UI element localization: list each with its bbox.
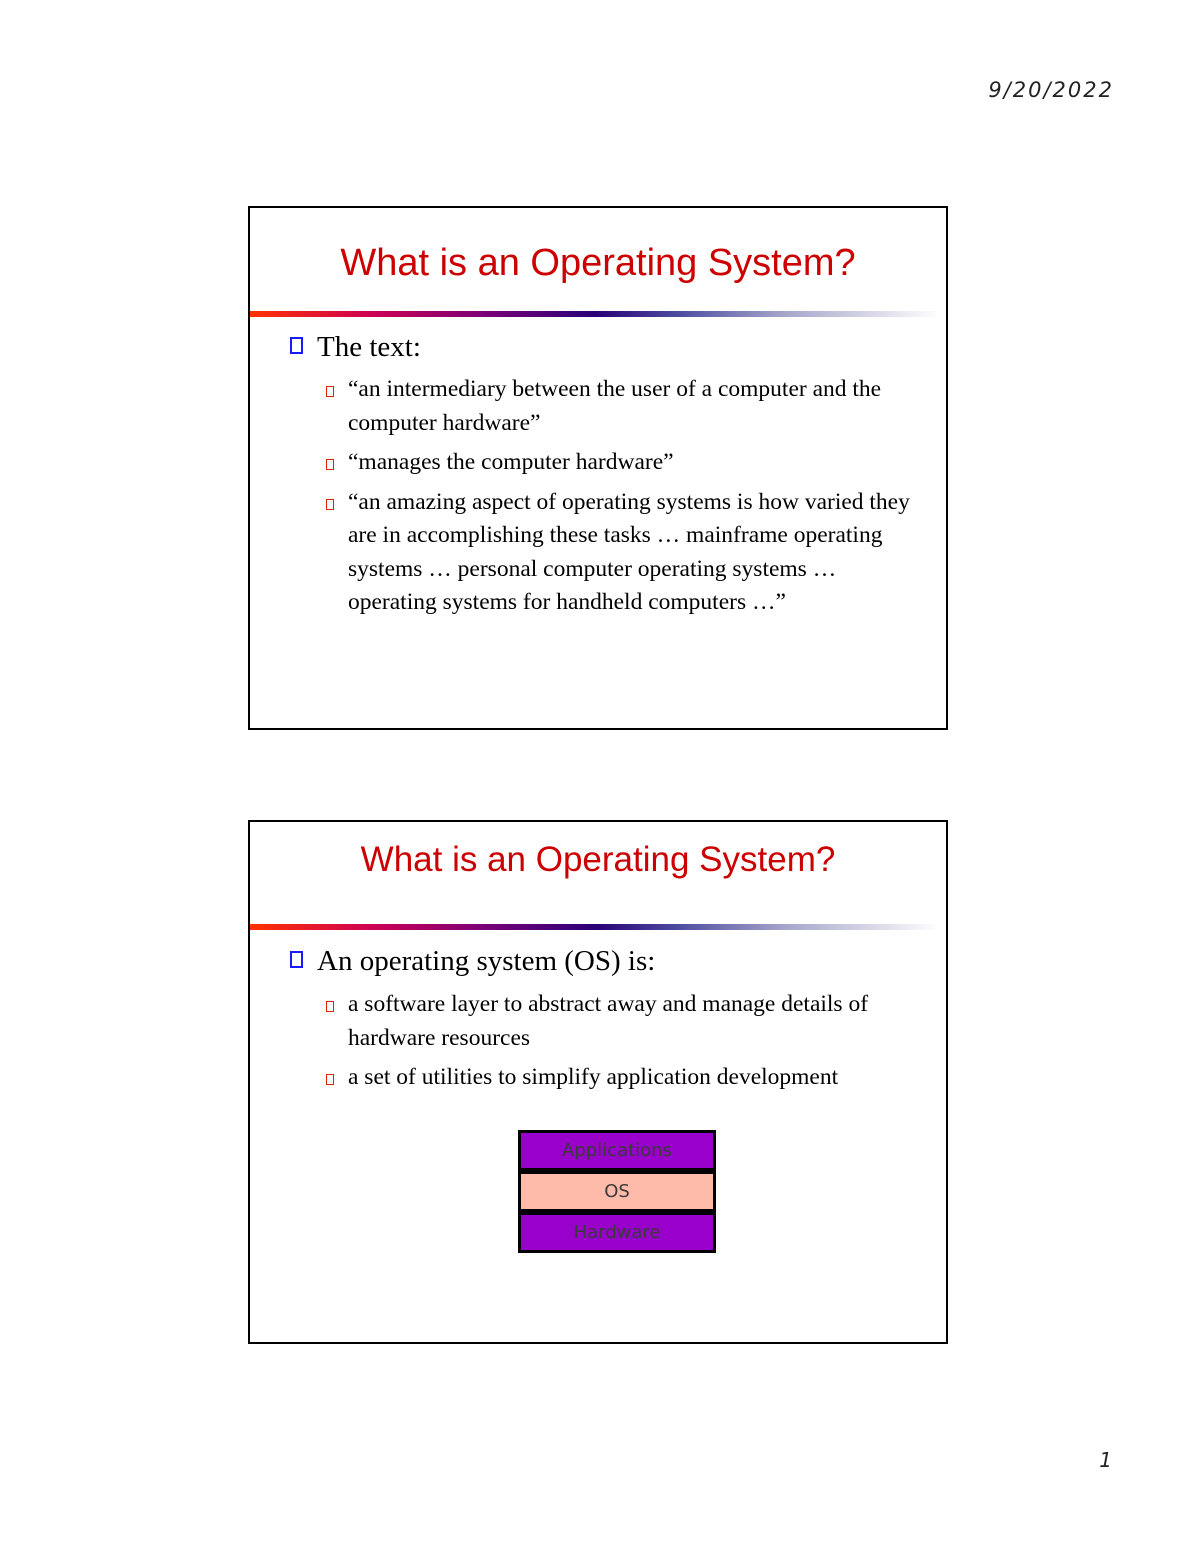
list-item <box>326 988 926 1055</box>
sub-bullet-list <box>326 373 926 626</box>
bullet-level-1 <box>290 330 421 364</box>
title-gradient-rule <box>250 924 940 930</box>
slide-title: What is an Operating System? <box>340 242 856 284</box>
square-bullet-icon <box>326 386 334 397</box>
layer-applications: Applications <box>518 1130 716 1171</box>
list-item <box>326 446 926 480</box>
list-item <box>326 1061 926 1095</box>
os-layer-diagram <box>518 1130 716 1253</box>
slide-title: What is an Operating System? <box>360 840 836 879</box>
bullet-text: An operating system (OS) is: <box>317 945 656 977</box>
square-bullet-icon <box>290 337 303 354</box>
page-date: 9/20/2022 <box>988 78 1114 102</box>
layer-hardware: Hardware <box>518 1212 716 1253</box>
square-bullet-icon <box>326 1074 334 1085</box>
list-item-text: “manages the computer hardware” <box>348 449 674 475</box>
title-gradient-rule <box>250 311 940 317</box>
square-bullet-icon <box>290 951 303 968</box>
sub-bullet-list <box>326 988 926 1101</box>
page-number: 1 <box>1099 1448 1112 1472</box>
slide-1 <box>248 206 948 730</box>
list-item-text: “an amazing aspect of operating systems is how varied they are in accomplishing these tasks … mainframe operating systems … personal computer operating systems … operating systems for handheld computers …” <box>348 488 910 615</box>
list-item <box>326 373 926 440</box>
square-bullet-icon <box>326 459 334 470</box>
list-item <box>326 486 926 620</box>
square-bullet-icon <box>326 1001 334 1012</box>
list-item-text: a software layer to abstract away and manage details of hardware resources <box>348 991 869 1051</box>
layer-os: OS <box>518 1171 716 1212</box>
square-bullet-icon <box>326 499 334 510</box>
list-item-text: a set of utilities to simplify application development <box>348 1064 839 1090</box>
list-item-text: “an intermediary between the user of a computer and the computer hardware” <box>348 376 882 436</box>
bullet-level-1 <box>290 944 655 978</box>
bullet-text: The text: <box>317 331 421 363</box>
slide-2 <box>248 820 948 1344</box>
